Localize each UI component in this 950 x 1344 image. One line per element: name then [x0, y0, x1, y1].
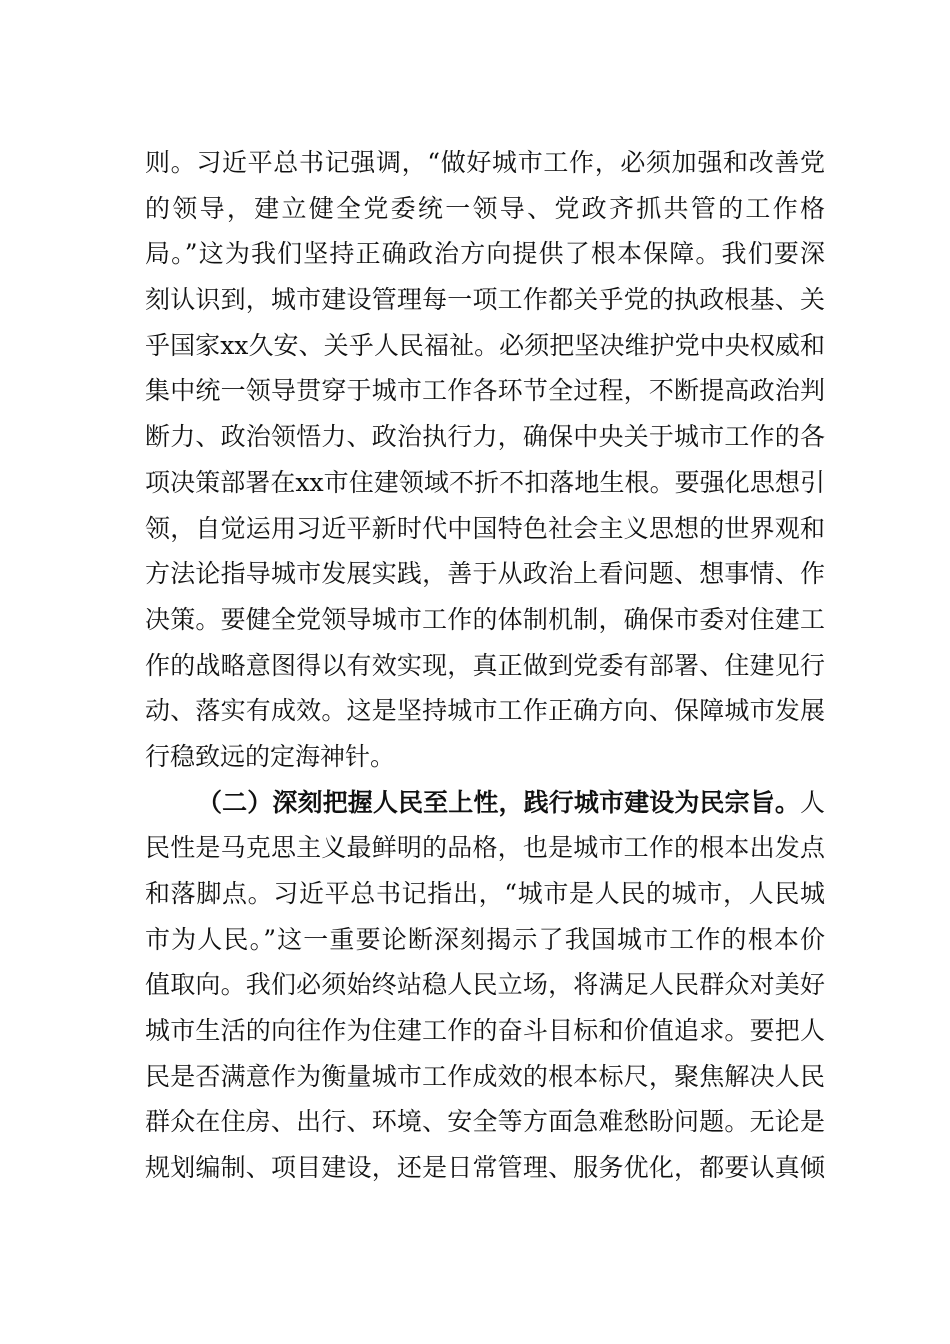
text-line: 城市生活的向往作为住建工作的奋斗目标和价值追求。要把人 [145, 1016, 825, 1046]
text-line: 则。习近平总书记强调，“做好城市工作，必须加强和改善党 [145, 148, 825, 177]
text-line: 的领导，建立健全党委统一领导、党政齐抓共管的工作格 [145, 193, 825, 223]
text-line: 领，自觉运用习近平新时代中国特色社会主义思想的世界观和 [145, 513, 825, 543]
text-line: 刻认识到，城市建设管理每一项工作都关乎党的执政根基、关 [145, 285, 825, 315]
heading-line-rest: 人 [799, 787, 825, 817]
text-line: 民是否满意作为衡量城市工作成效的根本标尺，聚焦解决人民 [145, 1061, 825, 1091]
text-line: 动、落实有成效。这是坚持城市工作正确方向、保障城市发展 [145, 696, 825, 726]
text-line: 项决策部署在xx市住建领域不折不扣落地生根。要强化思想引 [145, 467, 825, 497]
text-line: 群众在住房、出行、环境、安全等方面急难愁盼问题。无论是 [145, 1107, 825, 1137]
text-line: 断力、政治领悟力、政治执行力，确保中央关于城市工作的各 [145, 422, 825, 452]
paragraph-1 [145, 140, 825, 780]
text-line: 民性是马克思主义最鲜明的品格，也是城市工作的根本出发点 [145, 833, 825, 863]
text-line: 行稳致远的定海神针。 [145, 741, 396, 771]
text-line: 规划编制、项目建设，还是日常管理、服务优化，都要认真倾 [145, 1153, 825, 1183]
text-line: 局。”这为我们坚持正确政治方向提供了根本保障。我们要深 [145, 239, 825, 269]
text-line: 决策。要健全党领导城市工作的体制机制，确保市委对住建工 [145, 604, 825, 634]
body-text [145, 140, 825, 1191]
text-line: 方法论指导城市发展实践，善于从政治上看问题、想事情、作 [145, 559, 825, 589]
section-heading-line [145, 780, 825, 826]
text-line: 作的战略意图得以有效实现，真正做到党委有部署、住建见行 [145, 650, 825, 680]
paragraph-2 [145, 780, 825, 1191]
text-line: 乎国家xx久安、关乎人民福祉。必须把坚决维护党中央权威和 [145, 330, 825, 360]
text-line: 集中统一领导贯穿于城市工作各环节全过程，不断提高政治判 [145, 376, 825, 406]
section-heading: （二）深刻把握人民至上性，践行城市建设为民宗旨。 [197, 787, 800, 817]
text-line: 值取向。我们必须始终站稳人民立场，将满足人民群众对美好 [145, 970, 825, 1000]
text-line: 市为人民。”这一重要论断深刻揭示了我国城市工作的根本价 [145, 924, 825, 954]
text-line: 和落脚点。习近平总书记指出，“城市是人民的城市，人民城 [145, 879, 825, 908]
